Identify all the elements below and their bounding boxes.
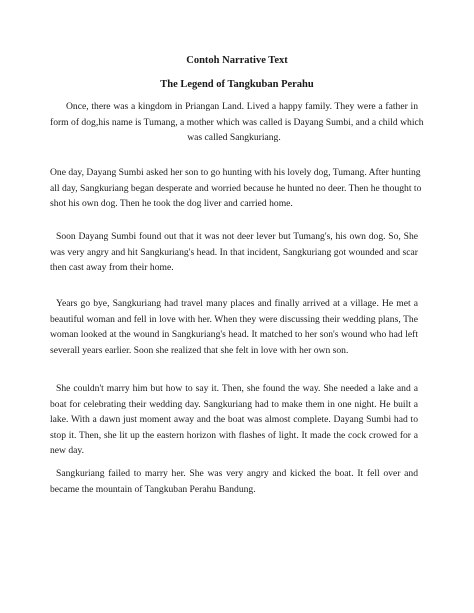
paragraph-line: Sangkuriang failed to marry her. She was very angry and kicked the boat. It fell over and — [56, 468, 418, 479]
paragraph-line: all day, Sangkuriang began desperate and worried because he hunted no deer. Then he thought to — [50, 182, 422, 194]
paragraph-line: One day, Dayang Sumbi asked her son to go hunting with his lovely dog, Tumang. After hunting — [50, 167, 421, 178]
paragraph-line: severall years earlier. Soon she realized that she felt in love with her own son. — [50, 344, 349, 356]
paragraph-line: lake. With a dawn just moment away and the boat was almost complete. Dayang Sumbi had to — [50, 414, 418, 425]
paragraph-line: stop it. Then, she lit up the eastern horizon with flashes of light. It made the cock crowed for a — [50, 429, 418, 441]
paragraph-line: form of dog,his name is Tumang, a mother which was called is Dayang Sumbi, and a child which — [50, 116, 424, 128]
paragraph-3 — [50, 229, 418, 276]
paragraph-line: was called Sangkuriang. — [187, 132, 281, 143]
paragraph-2 — [50, 165, 422, 212]
paragraph-4 — [50, 296, 418, 358]
paragraph-line: Soon Dayang Sumbi found out that it was not deer lever but Tumang's, his own dog. So, She — [56, 231, 418, 242]
paragraph-line: became the mountain of Tangkuban Perahu Bandung. — [50, 483, 256, 495]
document-title: The Legend of Tangkuban Perahu — [160, 79, 314, 90]
paragraph-5 — [50, 381, 418, 459]
paragraph-line: woman looked at the wound in Sangkuriang's head. It matched to her son's wound who had left — [50, 329, 418, 340]
paragraph-line: beautiful woman and fell in love with her. When they were discussing their wedding plans, The — [50, 313, 418, 325]
paragraph-line: was very angry and hit Sangkuriang's head. In that incident, Sangkuriang got wounded and scar — [50, 246, 418, 258]
paragraph-line: boat for celebrating their wedding day. Sangkuriang had to make them in one night. He built a — [50, 398, 418, 410]
paragraph-line: Once, there was a kingdom in Priangan Land. Lived a happy family. They were a father in — [66, 101, 418, 112]
paragraph-line: shot his own dog. Then he took the dog liver and carried home. — [50, 198, 293, 209]
document-label: Contoh Narrative Text — [186, 55, 288, 66]
paragraph-line: She couldn't marry him but how to say it. Then, she found the way. She needed a lake and a — [56, 383, 418, 394]
paragraph-6 — [50, 466, 418, 497]
paragraph-line: new day. — [50, 445, 85, 456]
paragraph-line: then cast away from their home. — [50, 262, 174, 273]
paragraph-1 — [50, 99, 424, 146]
paragraph-line: Years go bye, Sangkuriang had travel many places and finally arrived at a village. He met a — [56, 298, 418, 309]
